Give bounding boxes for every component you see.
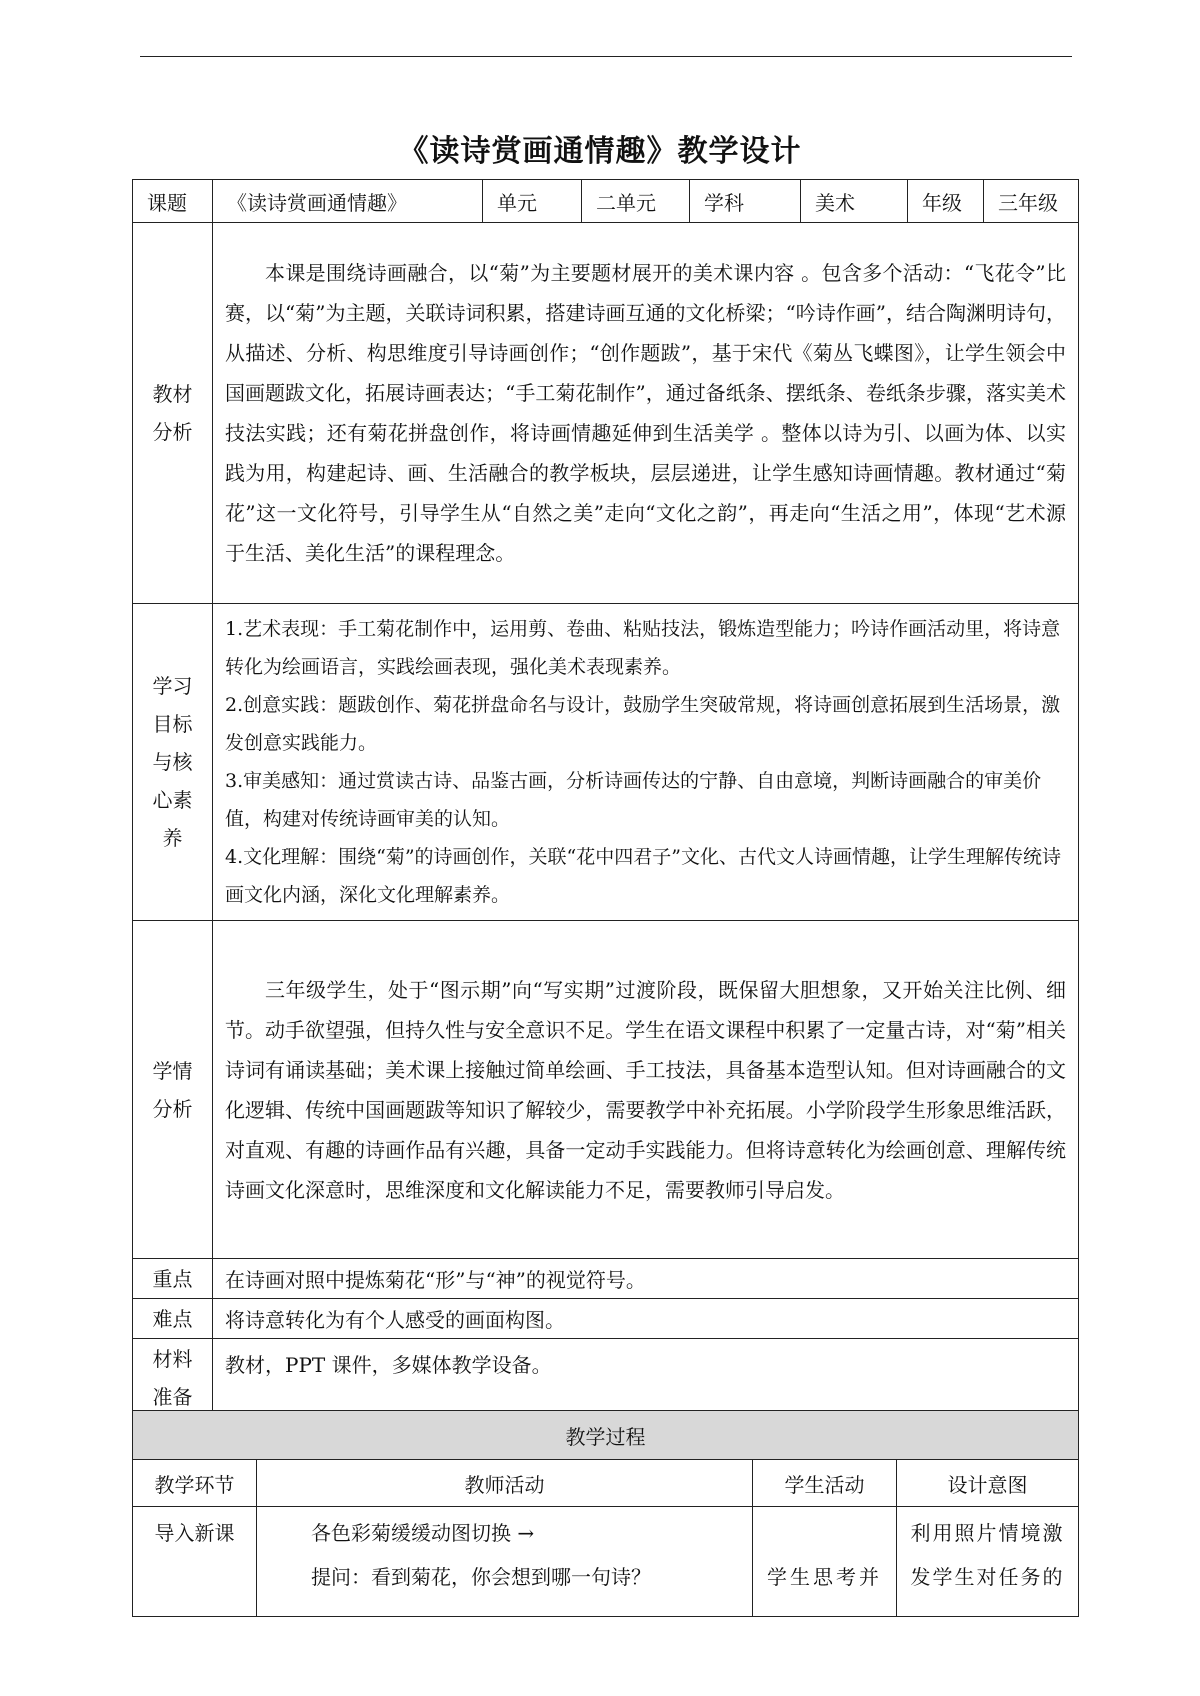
design-intent-line: 利用照片情境激 [910,1521,1065,1545]
header-rule [140,56,1072,57]
students-row [133,921,1079,1259]
unit-label: 单元 [483,180,582,223]
topic-value: 《读诗赏画通情趣》 [213,180,483,223]
difficulty-text: 将诗意转化为有个人感受的画面构图。 [213,1299,1079,1339]
subject-label: 学科 [690,180,801,223]
grade-label: 年级 [908,180,984,223]
goals-row [133,604,1079,921]
teacher-activity-line: 提问：看到菊花，你会想到哪一句诗？ [311,1565,651,1589]
process-header-student: 学生活动 [753,1460,897,1507]
process-header-row [133,1460,1079,1507]
difficulty-row [133,1299,1079,1339]
difficulty-label: 难点 [133,1299,213,1339]
goal-item: 3.审美感知：通过赏读古诗、品鉴古画，分析诗画传达的宁静、自由意境，判断诗画融合的审美价值，构建对传统诗画审美的认知。 [225,770,1042,830]
process-title-row [133,1411,1079,1460]
material-row [133,223,1079,604]
topic-label: 课题 [133,180,213,223]
materials-label: 材料准备 [152,1346,193,1409]
materials-text: 教材，PPT 课件，多媒体教学设备。 [213,1339,1079,1417]
process-stage: 导入新课 [133,1507,257,1617]
process-header-stage: 教学环节 [133,1460,257,1507]
design-intent-line: 发学生对任务的 [910,1565,1065,1589]
student-activity: 学生思考并 [753,1507,897,1617]
process-title: 教学过程 [133,1411,1079,1460]
process-header-teacher: 教师活动 [257,1460,753,1507]
key-row [133,1259,1079,1299]
grade-value: 三年级 [984,180,1079,223]
lesson-info-table [132,179,1079,1417]
students-text: 三年级学生，处于“图示期”向“写实期”过渡阶段，既保留大胆想象，又开始关注比例、细节。动手欲望强，但持久性与安全意识不足。学生在语文课程中积累了一定量古诗，对“菊”相关诗词有诵读基础；美术课上接触过简单绘画、手工技法，具备基本造型认知。但对诗画融合的文化逻辑、传统中国画题跋等知识了解较少，需要教学中补充拓展。小学阶段学生形象思维活跃，对直观、有趣的诗画作品有兴趣，具备一定动手实践能力。但将诗意转化为绘画创意、理解传统诗画文化深意时，思维深度和文化解读能力不足，需要教师引导启发。 [225,977,1066,1202]
subject-value: 美术 [801,180,908,223]
process-table [132,1410,1079,1617]
goal-item: 1.艺术表现：手工菊花制作中，运用剪、卷曲、粘贴技法，锻炼造型能力；吟诗作画活动里，将诗意转化为绘画语言，实践绘画表现，强化美术表现素养。 [225,618,1061,678]
process-row [133,1507,1079,1617]
unit-value: 二单元 [582,180,690,223]
students-label: 学情分析 [152,1058,193,1121]
document-title: 《读诗赏画通情趣》教学设计 [398,134,802,169]
key-text: 在诗画对照中提炼菊花“形”与“神”的视觉符号。 [213,1259,1079,1299]
materials-row [133,1339,1079,1417]
goal-item: 4.文化理解：围绕“菊”的诗画创作，关联“花中四君子”文化、古代文人诗画情趣，让学生理解传统诗画文化内涵，深化文化理解素养。 [225,846,1061,906]
process-header-intent: 设计意图 [897,1460,1079,1507]
info-header-row [133,180,1079,223]
material-label: 教材分析 [152,382,193,444]
goals-label: 学习目标与核心素养 [152,674,193,850]
material-text: 本课是围绕诗画融合，以“菊”为主要题材展开的美术课内容 。包含多个活动：“飞花令”比赛，以“菊”为主题，关联诗词积累，搭建诗画互通的文化桥梁；“吟诗作画”，结合陶渊明诗句，从描述、分析、构思维度引导诗画创作；“创作题跋”，基于宋代《菊丛飞蝶图》，让学生领会中国画题跋文化，拓展诗画表达；“手工菊花制作”，通过备纸条、摆纸条、卷纸条步骤，落实美术技法实践；还有菊花拼盘创作，将诗画情趣延伸到生活美学 。整体以诗为引、以画为体、以实践为用，构建起诗、画、生活融合的教学板块，层层递进，让学生感知诗画情趣。教材通过“菊花”这一文化符号，引导学生从“自然之美”走向“文化之韵”，再走向“生活之用”，体现“艺术源于生活、美化生活”的课程理念。 [225,261,1066,565]
key-label: 重点 [133,1259,213,1299]
teacher-activity-line: 各色彩菊缓缓动图切换 → [311,1521,535,1545]
goal-item: 2.创意实践：题跋创作、菊花拼盘命名与设计，鼓励学生突破常规，将诗画创意拓展到生活场景，激发创意实践能力。 [225,694,1061,754]
